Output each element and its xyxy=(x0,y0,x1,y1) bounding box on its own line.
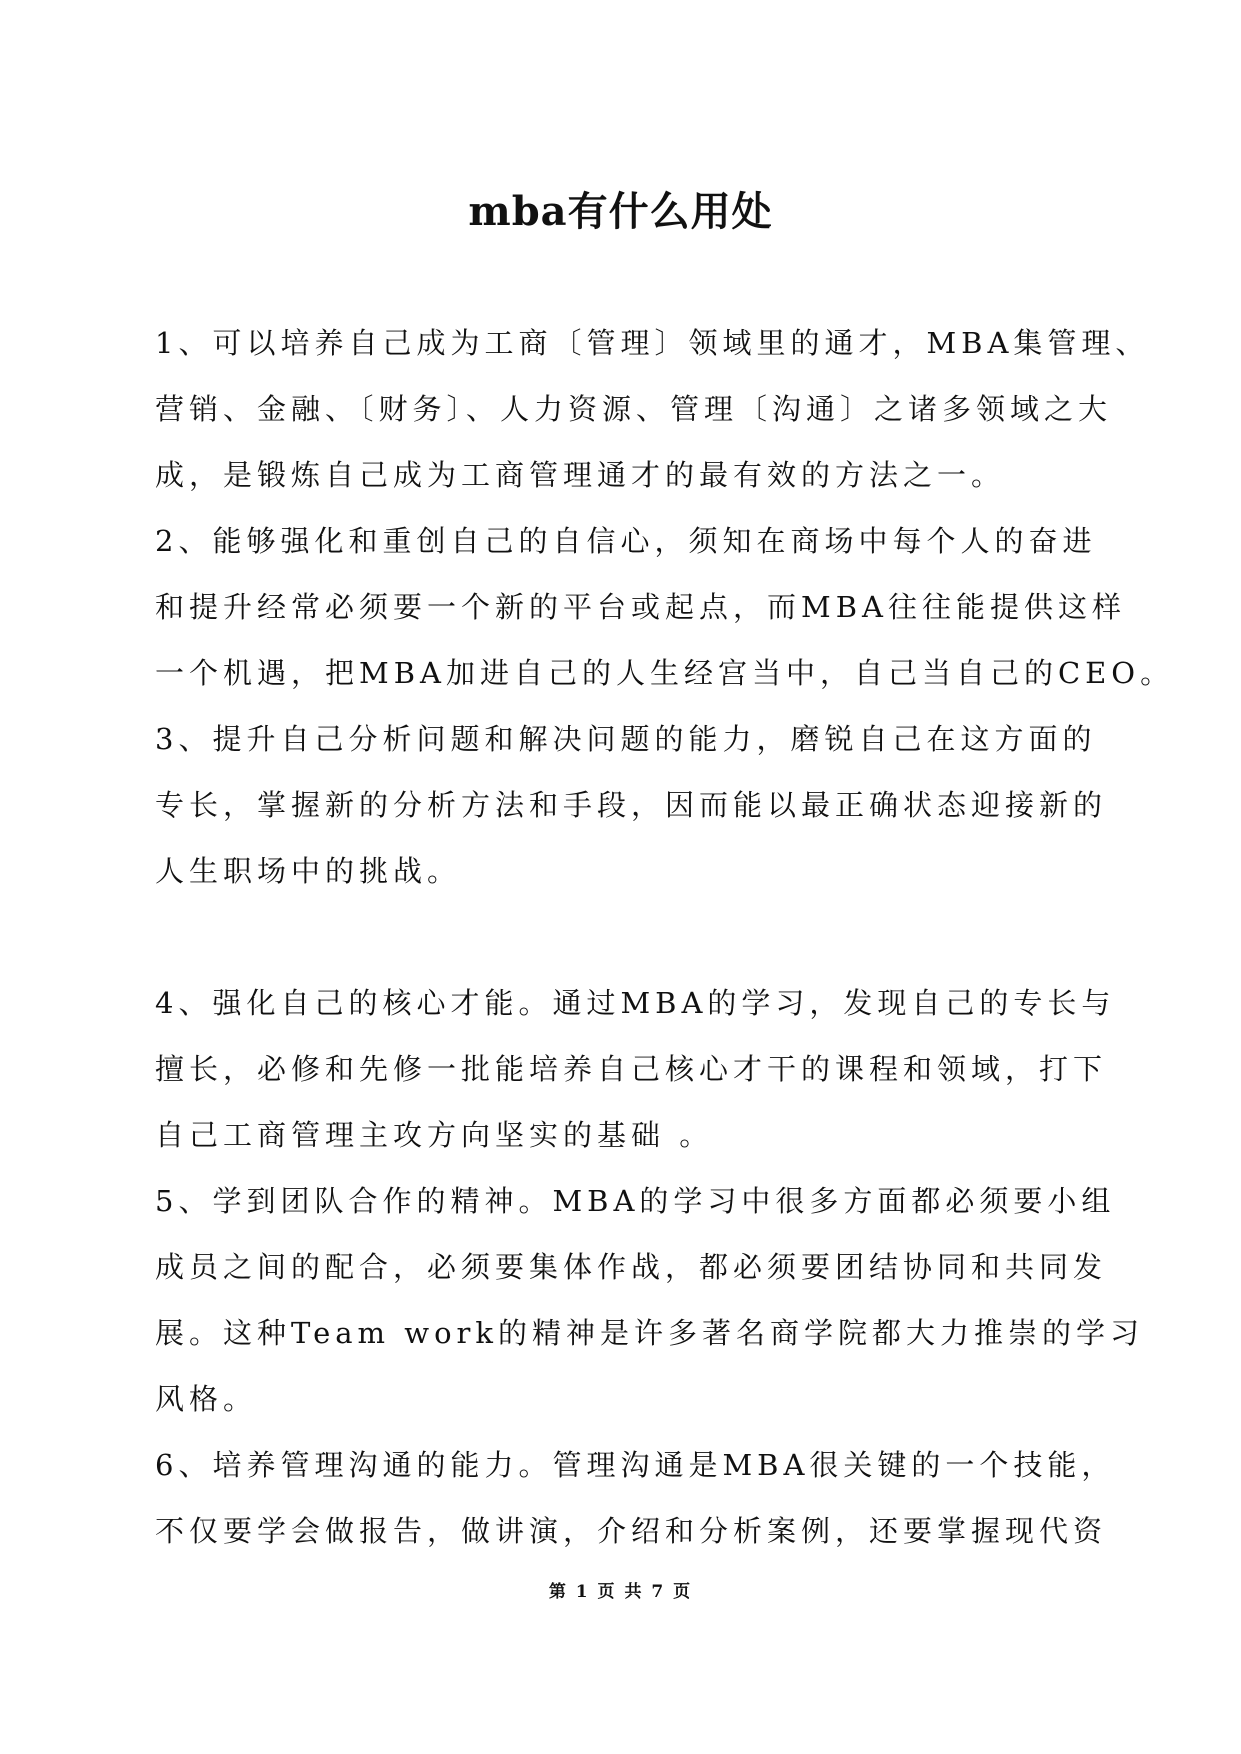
body-line: 一个机遇，把MBA加进自己的人生经宫当中，自己当自己的CEO。 xyxy=(155,656,1175,690)
body-line: 4、强化自己的核心才能。通过MBA的学习，发现自己的专长与 xyxy=(155,986,1116,1020)
body-line: 擅长，必修和先修一批能培养自己核心才干的课程和领域，打下 xyxy=(155,1052,1108,1086)
body-line: 营销、金融、〔财务〕、人力资源、管理〔沟通〕之诸多领域之大 xyxy=(155,392,1113,426)
page-footer: 第 1 页 共 7 页 xyxy=(548,1582,693,1602)
body-line: 1、可以培养自己成为工商〔管理〕领域里的通才，MBA集管理、 xyxy=(155,326,1150,360)
body-line: 3、提升自己分析问题和解决问题的能力，磨锐自己在这方面的 xyxy=(155,722,1097,756)
body-line: 不仅要学会做报告，做讲演，介绍和分析案例，还要掌握现代资 xyxy=(155,1514,1108,1548)
blank-line xyxy=(155,904,1095,970)
body-line: 6、培养管理沟通的能力。管理沟通是MBA很关键的一个技能， xyxy=(155,1448,1116,1482)
body-line: 和提升经常必须要一个新的平台或起点，而MBA往往能提供这样 xyxy=(155,590,1126,624)
body-line: 成员之间的配合，必须要集体作战，都必须要团结协同和共同发 xyxy=(155,1250,1108,1284)
body-line: 人生职场中的挑战。 xyxy=(155,854,462,888)
body-line: 风格。 xyxy=(155,1382,258,1416)
body-line: 专长，掌握新的分析方法和手段，因而能以最正确状态迎接新的 xyxy=(155,788,1108,822)
body-line: 5、学到团队合作的精神。MBA的学习中很多方面都必须要小组 xyxy=(155,1184,1116,1218)
body-line: 展。这种Team work的精神是许多著名商学院都大力推崇的学习 xyxy=(155,1316,1144,1350)
body-line: 自己工商管理主攻方向坚实的基础 。 xyxy=(155,1118,714,1152)
body-line: 2、能够强化和重创自己的自信心，须知在商场中每个人的奋进 xyxy=(155,524,1097,558)
document-title: mba有什么用处 xyxy=(468,188,773,235)
document-body xyxy=(155,310,1175,1564)
body-line: 成，是锻炼自己成为工商管理通才的最有效的方法之一。 xyxy=(155,458,1006,492)
